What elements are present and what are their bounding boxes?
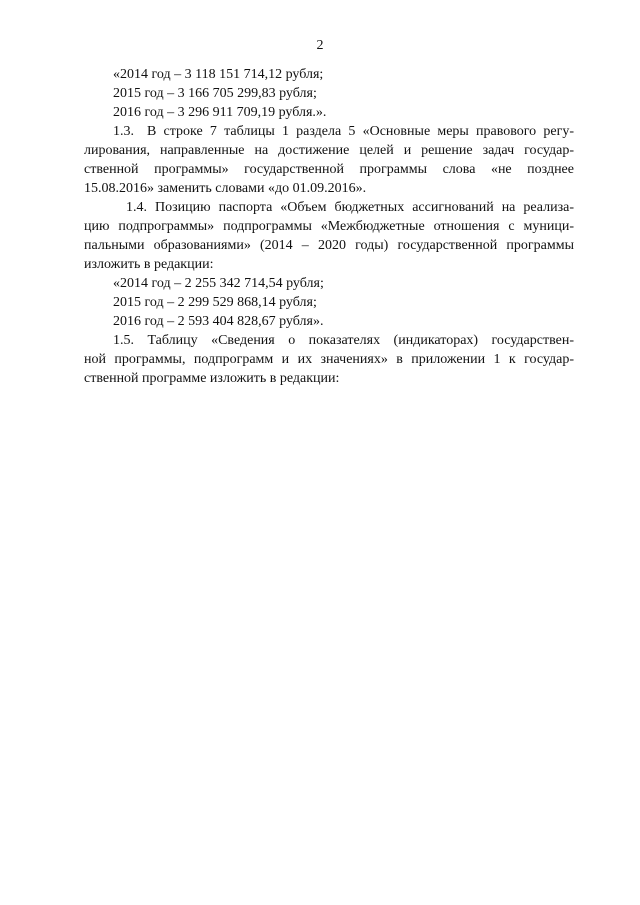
paragraph-1-3-number: 1.3. [113,124,134,139]
page-number: 2 [316,38,324,53]
paragraph-1-5-line-2: ной программы, подпрограмм и их значениях» в приложении 1 к государ- [84,352,574,367]
paragraph-1-5-line-3: ственной программе изложить в редакции: [84,371,340,386]
document-body [84,65,574,388]
budget-line-2016: 2016 год – 3 296 911 709,19 рубля.». [113,105,327,120]
paragraph-1-4 [84,198,574,274]
paragraph-1-3 [84,122,574,198]
paragraph-1-4-line-3: пальными образованиями» (2014 – 2020 годы) государственной программы [84,238,574,253]
subprogram-budget-line-2014: «2014 год – 2 255 342 714,54 рубля; [113,276,324,291]
paragraph-1-3-text: В строке 7 таблицы 1 раздела 5 «Основные меры правового регу- [147,124,574,139]
subprogram-budget-line-2015: 2015 год – 2 299 529 868,14 рубля; [113,295,317,310]
paragraph-1-5-line-1: 1.5. Таблицу «Сведения о показателях (индикаторах) государствен- [113,333,574,348]
paragraph-1-3-line-2: лирования, направленные на достижение целей и решение задач государ- [84,143,574,158]
paragraph-1-3-line-3: ственной программы» государственной программы слова «не позднее [84,162,574,177]
paragraph-1-4-line-1: 1.4. Позицию паспорта «Объем бюджетных ассигнований на реализа- [126,200,574,215]
paragraph-1-5 [84,331,574,388]
budget-line-2015: 2015 год – 3 166 705 299,83 рубля; [113,86,317,101]
budget-list-1 [84,65,574,122]
budget-line-2014: «2014 год – 3 118 151 714,12 рубля; [113,67,324,82]
subprogram-budget-line-2016: 2016 год – 2 593 404 828,67 рубля». [113,314,324,329]
budget-list-2 [84,274,574,331]
paragraph-1-3-line-4: 15.08.2016» заменить словами «до 01.09.2016». [84,181,367,196]
paragraph-1-3-line-1 [84,122,574,141]
paragraph-1-4-line-4: изложить в редакции: [84,257,214,272]
paragraph-1-4-line-2: цию подпрограммы» подпрограммы «Межбюджетные отношения с муници- [84,219,574,234]
